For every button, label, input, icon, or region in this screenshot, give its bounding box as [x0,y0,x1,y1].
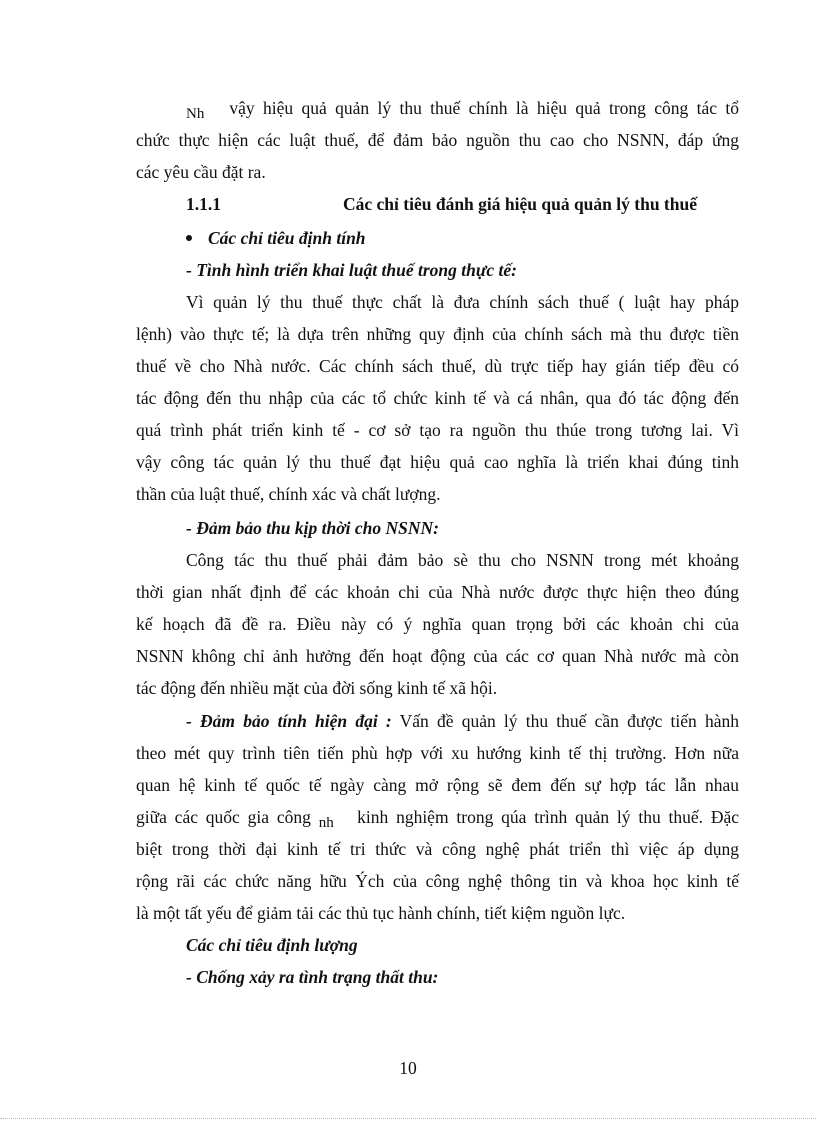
para2-line-4: NSNN không chỉ ảnh hưởng đến hoạt động của các cơ quan Nhà nước mà còn [136,646,739,666]
intro-line-2: chức thực hiện các luật thuế, để đảm bảo nguồn thu cao cho NSNN, đáp ứng [136,130,739,150]
para1-line-7: thần của luật thuế, chính xác và chất lượng. [136,484,441,504]
intro-line-1 [136,97,739,121]
page-number: 10 [399,1058,417,1078]
bullet-qualitative-title: Các chỉ tiêu định tính [208,228,366,248]
para1-line-3: thuế về cho Nhà nước. Các chính sách thuế, dù trực tiếp hay gián tiếp đều có [136,356,739,376]
intro-text: vậy hiệu quả quản lý thu thuế chính là hiệu quả trong công tác tổ [229,98,740,118]
sub-heading-modern: - Đảm bảo tính hiện đại : [186,711,392,731]
bullet-qualitative [186,227,686,249]
para2-line-2: thời gian nhất định để các khoản chi của Nhà nước được thực hiện theo đúng [136,582,739,602]
para3-line-4 [136,806,739,830]
quantitative-title: Các chỉ tiêu định lượng [186,935,358,955]
para3-line-4-a: giữa các quốc gia công [136,807,311,827]
para3-fragment-nh: nh [318,815,334,831]
sub-heading-timely: - Đảm bảo thu kịp thời cho NSNN: [186,518,439,538]
para1-line-5: quá trình phát triển kinh tế - cơ sở tạo ra nguồn thu thúe trong tương lai. Vì [136,420,739,440]
para2-line-3: kế hoạch đã đề ra. Điều này có ý nghĩa quan trọng bởi các khoản chi của [136,614,739,634]
para3-line-1 [136,710,739,732]
para1-line-2: lệnh) vào thực tế; là dựa trên những quy định của chính sách mà thu được tiền [136,324,739,344]
para1-line-6: vậy công tác quản lý thu thuế đạt hiệu quả cao nghĩa là triển khai đúng tinh [136,452,739,472]
para3-line-1-text: Vấn đề quản lý thu thuế cần được tiến hành [391,711,739,731]
sub-heading-implementation: - Tình hình triển khai luật thuế trong thực tế: [186,260,517,280]
bullet-icon [186,235,192,241]
section-number: 1.1.1 [186,194,221,214]
intro-line-3: các yêu cầu đặt ra. [136,162,266,182]
para3-line-5: biệt trong thời đại kinh tế tri thức và công nghệ phát triển thì việc áp dụng [136,839,739,859]
sub-heading-revenue-loss: - Chống xảy ra tình trạng thất thu: [186,967,439,987]
para3-line-4-b: kinh nghiệm trong qúa trình quản lý thu thuế. Đặc [357,807,740,827]
para3-line-7: là một tất yếu để giảm tải các thủ tục hành chính, tiết kiệm nguồn lực. [136,903,626,923]
para2-line-1: Công tác thu thuế phải đảm bảo sè thu cho NSNN trong mét khoảng [186,550,739,570]
section-title: Các chỉ tiêu đánh giá hiệu quả quản lý thu thuế [343,194,697,214]
para2-line-5: tác động đến nhiều mặt của đời sống kinh tế xã hội. [136,678,498,698]
para3-line-2: theo mét quy trình tiên tiến phù hợp với xu hướng kinh tế thị trường. Hơn nữa [136,743,739,763]
para1-line-4: tác động đến thu nhập của các tổ chức kinh tế và cá nhân, qua đó tác động đến [136,388,739,408]
para3-line-3: quan hệ kinh tế quốc tế ngày càng mở rộng sẽ đem đến sự hợp tác lẫn nhau [136,775,739,795]
para1-line-1: Vì quản lý thu thuế thực chất là đưa chính sách thuế ( luật hay pháp [186,292,739,312]
intro-fragment-nh: Nh [186,106,205,122]
page-border-bottom [0,1118,816,1119]
para3-line-6: rộng rãi các chức năng hữu Ých của công nghệ thông tin và khoa học kinh tế [136,871,739,891]
